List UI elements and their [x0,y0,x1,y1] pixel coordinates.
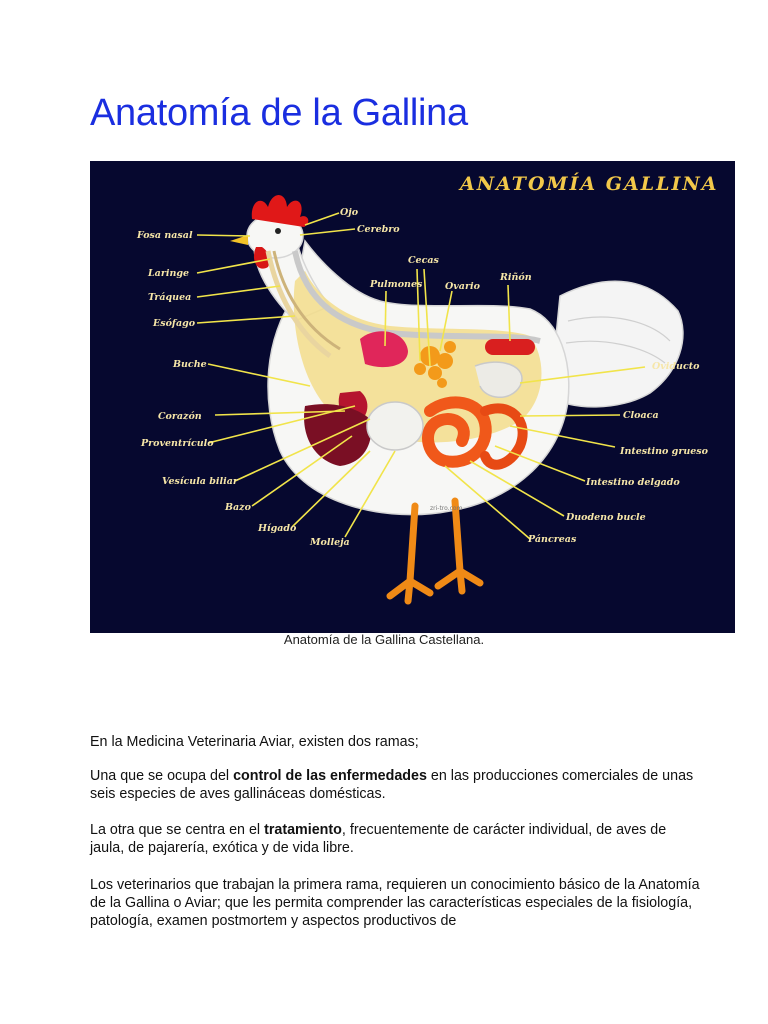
label-vesicula-biliar: Vesícula biliar [162,476,238,487]
label-traquea: Tráquea [148,292,192,303]
label-proventriculo: Proventrículo [141,438,214,449]
label-bazo: Bazo [225,502,251,513]
paragraph-branch-two-c: , frecuentemente de carácter individual, de aves de jaula, de pajarería, exótica y de vida libre. [90,822,667,856]
label-laringe: Laringe [148,268,190,279]
page-title: Anatomía de la Gallina [90,92,468,134]
label-buche: Buche [173,359,207,370]
paragraph-intro [90,733,700,751]
label-ovario: Ovario [445,281,480,292]
paragraph-branch-one-c: en las producciones comerciales de unas seis especies de aves gallináceas domésticas. [90,768,694,802]
paragraph-veterinarians [90,876,700,930]
figure-caption: Anatomía de la Gallina Castellana. [283,632,485,647]
label-corazon: Corazón [158,411,202,422]
label-esofago: Esófago [153,318,196,329]
label-rinon: Riñón [500,272,532,283]
emphasis-control-enfermedades: control de las enfermedades [233,768,427,784]
label-duodeno-bucle: Duodeno bucle [566,512,646,523]
paragraph-branch-one [90,767,700,803]
label-molleja: Molleja [310,537,350,548]
diagram-watermark: zri-tro.com [430,505,463,512]
paragraph-branch-two-a: La otra que se centra en el [90,822,265,838]
paragraph-veterinarians-text: Los veterinarios que trabajan la primera rama, requieren un conocimiento básico de la Anatomía de la Gallina o Aviar; que les permita comprender las características especiales de la fisiología, patología, examen postmortem y aspectos productivos de [90,877,700,929]
chicken-illustration [230,195,683,601]
paragraph-intro-text: En la Medicina Veterinaria Aviar, existen dos ramas; [90,734,419,750]
label-intestino-delgado: Intestino delgado [586,477,680,488]
emphasis-tratamiento: tratamiento [264,822,342,838]
label-cecas: Cecas [408,255,439,266]
label-intestino-grueso: Intestino grueso [620,446,708,457]
chicken-anatomy-diagram [90,161,735,633]
label-pulmones: Pulmones [370,279,423,290]
diagram-title: ANATOMÍA GALLINA [460,173,719,195]
label-oviducto: Oviducto [652,361,700,372]
label-higado: Hígado [258,523,297,534]
label-pancreas: Páncreas [528,534,577,545]
label-cloaca: Cloaca [623,410,659,421]
paragraph-branch-two [90,821,700,857]
label-cerebro: Cerebro [357,224,400,235]
paragraph-branch-one-a: Una que se ocupa del [90,768,234,784]
label-fosa-nasal: Fosa nasal [137,230,193,241]
label-ojo: Ojo [340,207,359,218]
